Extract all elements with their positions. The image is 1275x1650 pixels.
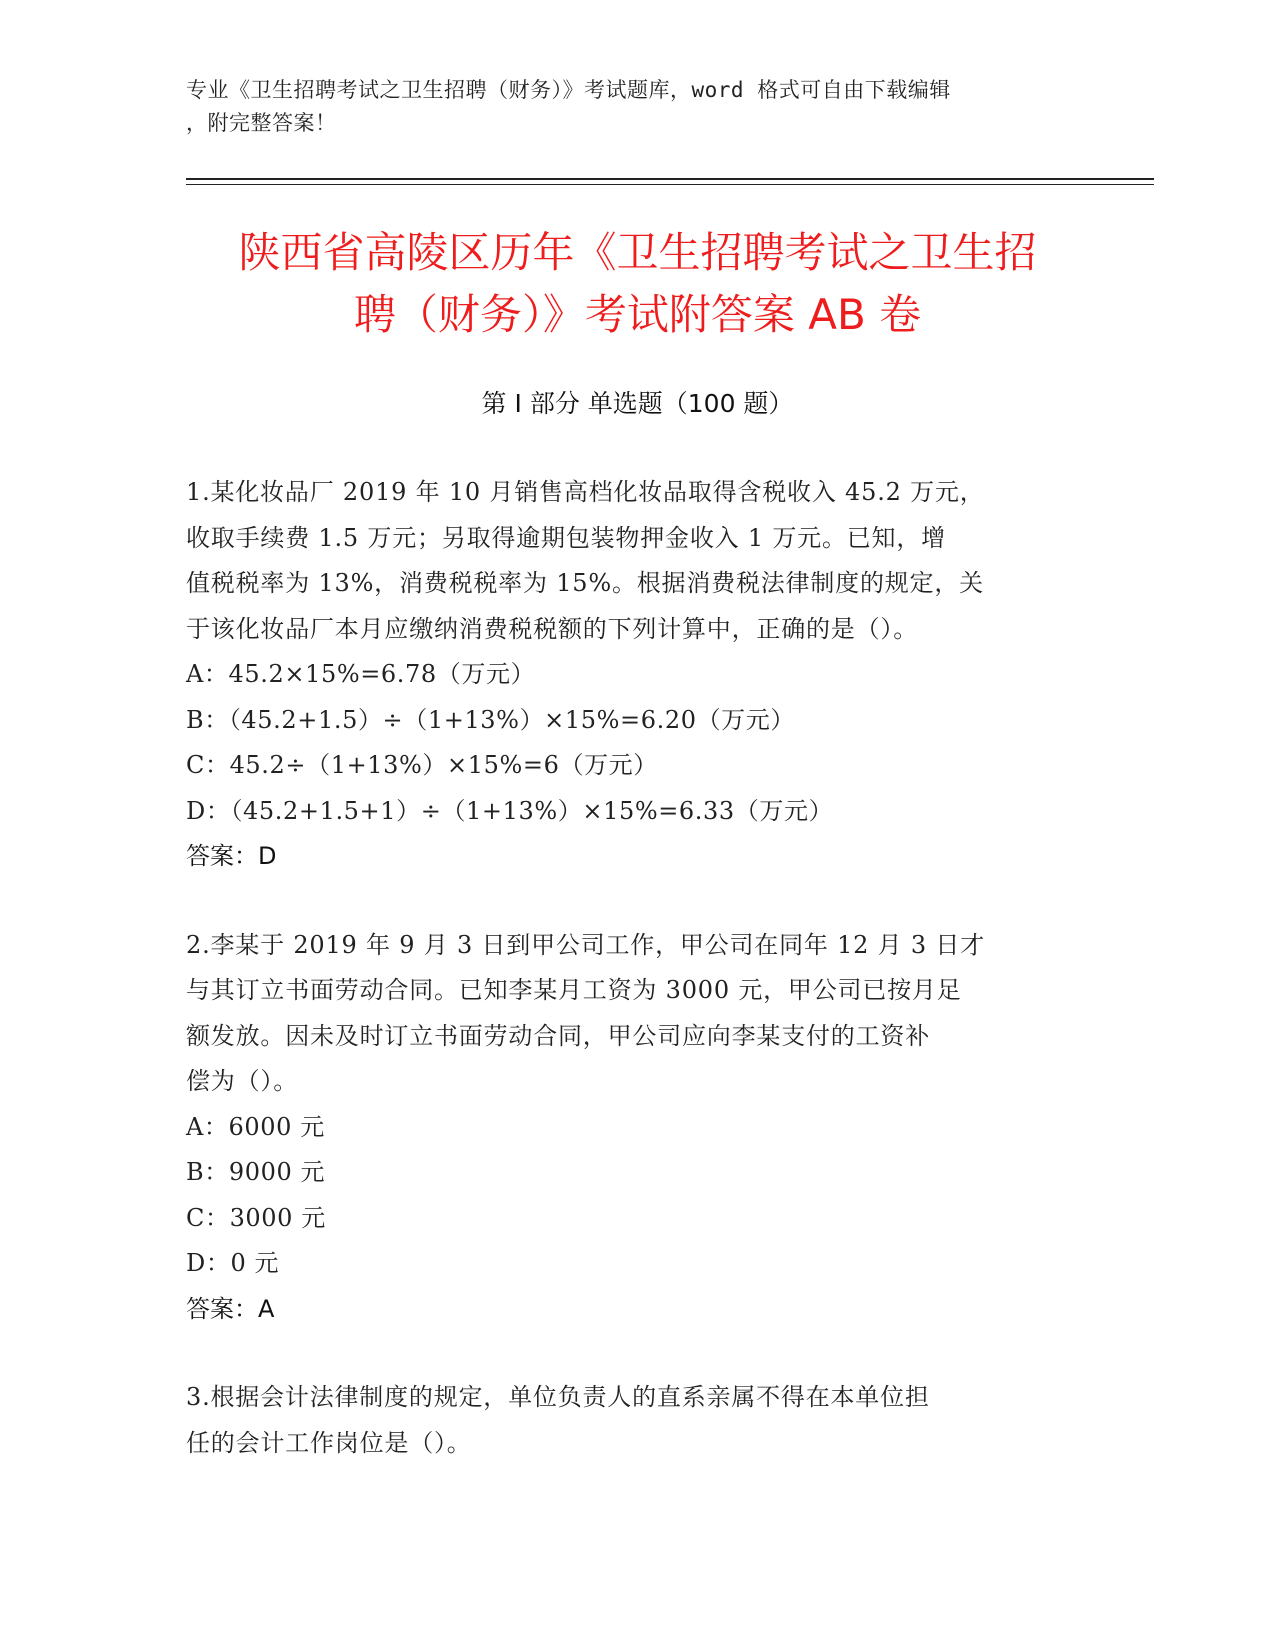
stem-line: 1.某化妆品厂 2019 年 10 月销售高档化妆品取得含税收入 45.2 万元， <box>186 478 985 506</box>
document-title <box>150 222 1125 346</box>
question-3 <box>186 1375 1086 1466</box>
option-c: C：45.2÷（1+13%）×15%=6（万元） <box>186 751 658 779</box>
section-heading: 第 I 部分 单选题（100 题） <box>481 389 794 418</box>
option-c: C：3000 元 <box>186 1203 326 1232</box>
answer-line: 答案：A <box>186 1294 275 1323</box>
question-1 <box>186 470 1086 880</box>
question-list <box>186 470 1086 1509</box>
header-rule-thick <box>186 178 1154 180</box>
stem-line: 与其订立书面劳动合同。已知李某月工资为 3000 元，甲公司已按月足 <box>186 976 962 1004</box>
document-title-line-2: 聘（财务）》考试附答案 AB 卷 <box>353 290 922 339</box>
stem-line: 3.根据会计法律制度的规定，单位负责人的直系亲属不得在本单位担 <box>186 1383 930 1411</box>
option-d: D：（45.2+1.5+1）÷（1+13%）×15%=6.33（万元） <box>186 796 834 825</box>
stem-line: 收取手续费 1.5 万元；另取得逾期包装物押金收入 1 万元。已知，增 <box>186 523 946 552</box>
header-note <box>186 74 1066 140</box>
document-title-line-1: 陕西省高陵区历年《卫生招聘考试之卫生招 <box>238 228 1037 277</box>
stem-line: 偿为（）。 <box>186 1067 298 1095</box>
option-b: B：（45.2+1.5）÷（1+13%）×15%=6.20（万元） <box>186 705 795 734</box>
question-stem <box>186 1375 1086 1466</box>
stem-line: 任的会计工作岗位是（）。 <box>186 1428 472 1457</box>
option-a: A：45.2×15%=6.78（万元） <box>186 660 536 688</box>
header-rule-thin <box>186 184 1154 185</box>
header-note-line-1: 专业《卫生招聘考试之卫生招聘（财务）》考试题库，word 格式可自由下载编辑 <box>186 78 951 102</box>
stem-line: 值税税率为 13%，消费税税率为 15%。根据消费税法律制度的规定，关 <box>186 569 984 597</box>
stem-line: 额发放。因未及时订立书面劳动合同，甲公司应向李某支付的工资补 <box>186 1021 930 1050</box>
option-b: B：9000 元 <box>186 1158 326 1186</box>
question-stem <box>186 470 1086 652</box>
question-stem <box>186 923 1086 1105</box>
header-note-line-2: ，附完整答案！ <box>186 111 337 135</box>
question-2 <box>186 923 1086 1333</box>
stem-line: 于该化妆品厂本月应缴纳消费税税额的下列计算中，正确的是（）。 <box>186 614 918 643</box>
option-d: D：0 元 <box>186 1249 280 1277</box>
stem-line: 2.李某于 2019 年 9 月 3 日到甲公司工作，甲公司在同年 12 月 3 日才 <box>186 930 986 959</box>
answer-line: 答案：D <box>186 842 277 870</box>
option-a: A：6000 元 <box>186 1112 325 1141</box>
